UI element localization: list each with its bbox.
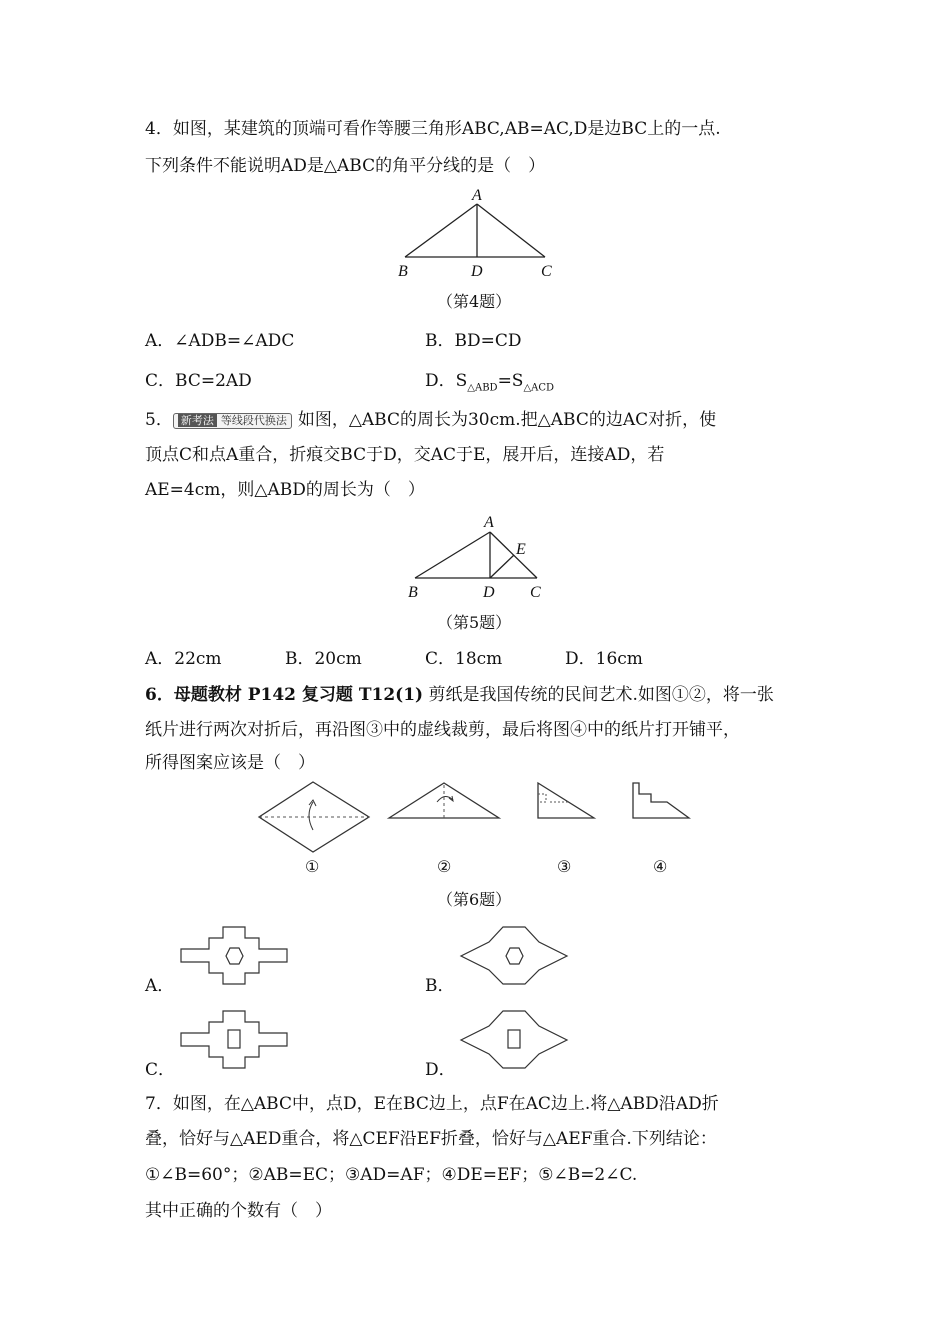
- q7-line1: 7．如图，在△ABC中，点D，E在BC边上，点F在AC边上.将△ABD沿AD折: [145, 1094, 719, 1114]
- q6-fig-label-2: ②: [437, 857, 452, 876]
- q4-option-a[interactable]: A．∠ADB=∠ADC: [145, 331, 295, 351]
- q5-line1: [145, 408, 716, 432]
- q6-option-a-pattern[interactable]: [175, 922, 295, 992]
- q6-option-c[interactable]: C．: [145, 1060, 176, 1080]
- q4-line2: 下列条件不能说明AD是△ABC的角平分线的是（ ）: [145, 156, 546, 176]
- q5-label-d: D: [483, 584, 495, 601]
- q6-option-b-pattern[interactable]: [455, 922, 575, 992]
- q4-option-d-sub2: △ACD: [523, 382, 555, 394]
- q5-option-a[interactable]: A．22cm: [145, 649, 222, 669]
- q4-label-a: A: [472, 187, 482, 204]
- q4-option-d-sub1: △ABD: [467, 382, 498, 394]
- q4-side-ab: [405, 204, 477, 257]
- q5-side-ab: [415, 532, 490, 578]
- q6-line3: 所得图案应该是（ ）: [145, 753, 315, 773]
- q5-option-d[interactable]: D．16cm: [565, 649, 643, 669]
- q4-option-d-mid: =S: [497, 371, 524, 391]
- q6-option-d[interactable]: D．: [425, 1060, 456, 1080]
- q6-fig-label-1: ①: [305, 857, 320, 876]
- q7-line2: 叠，恰好与△AED重合，将△CEF沿EF折叠，恰好与△AEF重合.下列结论：: [145, 1129, 717, 1149]
- q5-number: 5．: [145, 410, 173, 430]
- q4-label-c: C: [541, 263, 552, 280]
- q6-option-d-pattern[interactable]: [455, 1006, 575, 1076]
- q4-label-d: D: [471, 263, 483, 280]
- q6-line2: 纸片进行两次对折后，再沿图③中的虚线裁剪，最后将图④中的纸片打开铺平，: [145, 720, 740, 740]
- q5-badge-text: 等线段代换法: [220, 413, 287, 427]
- q5-label-c: C: [530, 584, 541, 601]
- q6-line1-text: 剪纸是我国传统的民间艺术.如图①②，将一张: [428, 685, 774, 705]
- q5-label-e: E: [516, 541, 526, 558]
- q4-label-b: B: [398, 263, 408, 280]
- fold-arrow-icon: [309, 802, 313, 830]
- q5-line1-text: 如图，△ABC的周长为30cm.把△ABC的边AC对折，使: [297, 410, 717, 430]
- q5-segment-de: [490, 555, 514, 578]
- q6-fig-label-4: ④: [653, 857, 668, 876]
- q6-option-b[interactable]: B．: [425, 976, 455, 996]
- q5-option-b[interactable]: B．20cm: [285, 649, 362, 669]
- q5-caption: （第5题）: [437, 613, 512, 632]
- q6-caption: （第6题）: [437, 890, 512, 909]
- q5-option-c[interactable]: C．18cm: [425, 649, 503, 669]
- q5-line2: 顶点C和点A重合，折痕交BC于D，交AC于E，展开后，连接AD，若: [145, 445, 665, 465]
- q6-option-a[interactable]: A．: [145, 976, 175, 996]
- q7-line4: 其中正确的个数有（ ）: [145, 1201, 332, 1221]
- q6-line1: [145, 683, 774, 707]
- q5-triangle-figure: [405, 512, 555, 602]
- q4-caption: （第4题）: [437, 292, 512, 311]
- q4-side-ac: [477, 204, 545, 257]
- q4-option-d-prefix: D．S: [425, 371, 468, 391]
- q5-label-b: B: [408, 584, 418, 601]
- q4-option-d[interactable]: [425, 369, 554, 400]
- q6-lead: 6．母题教材 P142 复习题 T12(1): [145, 685, 424, 705]
- q4-triangle-figure: [395, 186, 560, 281]
- q7-line3: ①∠B=60°；②AB=EC；③AD=AF；④DE=EF；⑤∠B=2∠C.: [145, 1165, 638, 1185]
- q4-option-c[interactable]: C．BC=2AD: [145, 371, 252, 391]
- q6-option-c-pattern[interactable]: [175, 1006, 295, 1076]
- q5-badge-key: 新考法: [178, 414, 217, 427]
- q4-line1: 4．如图，某建筑的顶端可看作等腰三角形ABC,AB=AC,D是边BC上的一点.: [145, 119, 721, 139]
- q5-method-badge: [173, 413, 292, 429]
- q6-fig-label-3: ③: [557, 857, 572, 876]
- q5-line3: AE=4cm，则△ABD的周长为（ ）: [145, 480, 425, 500]
- q4-option-b[interactable]: B．BD=CD: [425, 331, 522, 351]
- q5-label-a: A: [484, 514, 494, 531]
